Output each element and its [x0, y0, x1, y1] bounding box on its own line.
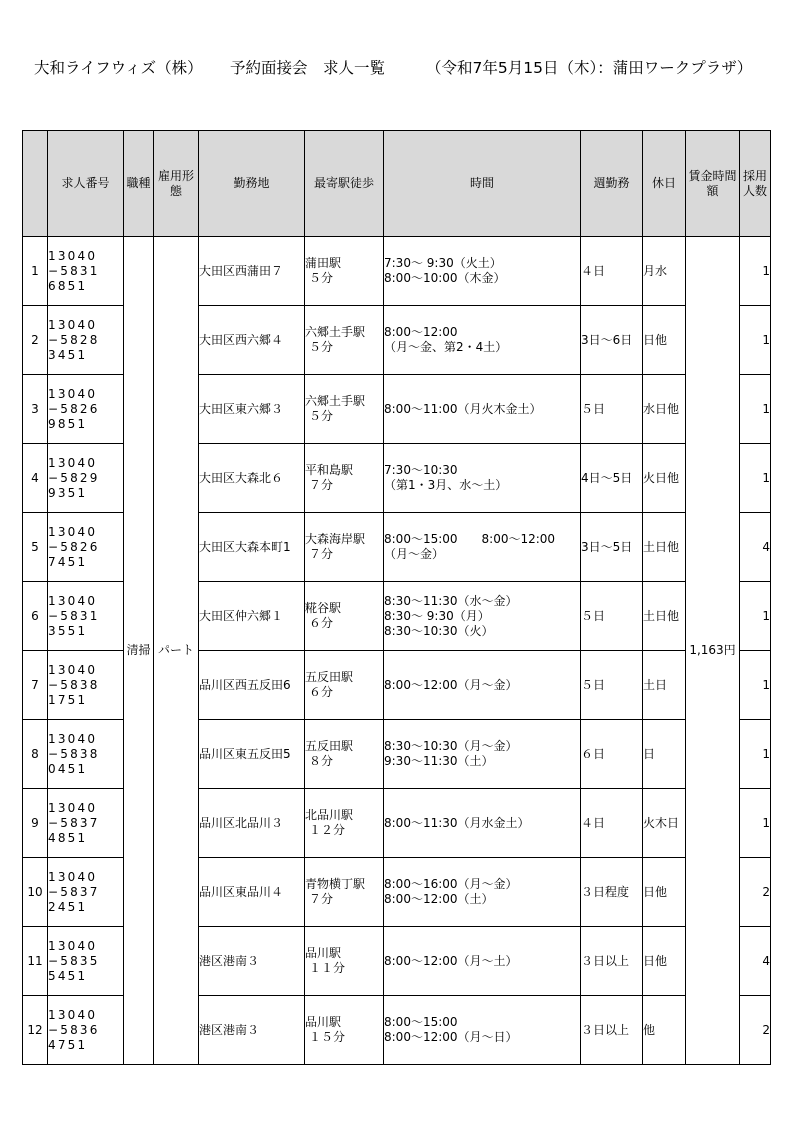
page-title: [0, 56, 794, 82]
row-number: [23, 789, 48, 858]
days-per-week-text: ３日以上: [581, 953, 630, 968]
row-number: [23, 927, 48, 996]
job-number: [48, 375, 124, 444]
station-name: 糀谷駅: [305, 601, 342, 615]
work-hours-text: 8:00～11:00（月火木金土）: [384, 401, 542, 416]
header-station: 最寄駅徒歩: [305, 131, 384, 237]
company-name: 大和ライフウィズ（株）: [34, 59, 203, 77]
location: [199, 789, 305, 858]
row-number-text: 8: [31, 746, 39, 761]
work-hours: [384, 306, 581, 375]
work-hours-text: 8:00～15:00 8:00～12:00 （月～金）: [384, 532, 556, 561]
work-hours: [384, 375, 581, 444]
station: [305, 720, 384, 789]
days-per-week: [581, 720, 643, 789]
walk-time: ８分: [309, 754, 334, 768]
walk-time: ５分: [309, 409, 334, 423]
job-number-text: 13040 −5831 3551: [48, 593, 100, 638]
job-number: [48, 444, 124, 513]
days-per-week: [581, 651, 643, 720]
walk-time: ５分: [309, 340, 334, 354]
header-hourly-wage: 賃金時間額: [686, 131, 740, 237]
row-number-text: 7: [31, 677, 39, 692]
job-number-text: 13040 −5838 0451: [48, 731, 100, 776]
location: [199, 858, 305, 927]
row-number: [23, 996, 48, 1065]
job-number-text: 13040 −5837 2451: [48, 869, 100, 914]
location-text: 港区港南３: [199, 953, 260, 968]
work-hours-text: 8:30～10:30（月～金） 9:30～11:30（土）: [384, 739, 518, 768]
job-number: [48, 582, 124, 651]
header-no: [23, 131, 48, 237]
holidays-text: 月水: [643, 263, 668, 278]
job-number-text: 13040 −5828 3451: [48, 317, 100, 362]
location: [199, 720, 305, 789]
job-number: [48, 858, 124, 927]
job-number-text: 13040 −5838 1751: [48, 662, 100, 707]
hires: [740, 858, 771, 927]
location-text: 大田区西六郷４: [199, 332, 284, 347]
location-text: 大田区仲六郷１: [199, 608, 284, 623]
days-per-week: [581, 858, 643, 927]
location: [199, 375, 305, 444]
job-number-text: 13040 −5826 9851: [48, 386, 100, 431]
station: [305, 651, 384, 720]
job-number-text: 13040 −5829 9351: [48, 455, 100, 500]
location: [199, 651, 305, 720]
location: [199, 444, 305, 513]
walk-time: ５分: [309, 271, 334, 285]
holidays: [643, 444, 686, 513]
days-per-week: [581, 444, 643, 513]
station: [305, 996, 384, 1065]
location-text: 港区港南３: [199, 1022, 260, 1037]
hires-text: 4: [762, 539, 770, 554]
location: [199, 306, 305, 375]
employment-type-text: パート: [157, 643, 194, 657]
hires: [740, 375, 771, 444]
station: [305, 858, 384, 927]
work-hours-text: 8:00～12:00 （月～金、第2・4土）: [384, 325, 508, 354]
location: [199, 582, 305, 651]
holidays: [643, 720, 686, 789]
hires: [740, 513, 771, 582]
days-per-week-text: 3日～5日: [581, 539, 633, 554]
event-name: 予約面接会 求人一覧: [230, 59, 386, 77]
days-per-week: [581, 375, 643, 444]
work-hours-text: 8:00～16:00（月～金） 8:00～12:00（土）: [384, 877, 518, 906]
station-name: 大森海岸駅: [305, 532, 366, 546]
holidays: [643, 513, 686, 582]
station-name: 五反田駅: [305, 670, 354, 684]
holidays: [643, 306, 686, 375]
location-text: 品川区東五反田5: [199, 746, 291, 761]
days-per-week-text: ３日程度: [581, 884, 630, 899]
location-text: 大田区大森本町1: [199, 539, 291, 554]
work-hours: [384, 237, 581, 306]
hires: [740, 720, 771, 789]
hires-text: 1: [762, 815, 770, 830]
job-number: [48, 720, 124, 789]
row-number-text: 2: [31, 332, 39, 347]
work-hours: [384, 651, 581, 720]
holidays-text: 日他: [643, 332, 668, 347]
days-per-week: [581, 237, 643, 306]
location-text: 大田区東六郷３: [199, 401, 284, 416]
location-text: 品川区北品川３: [199, 815, 284, 830]
walk-time: ６分: [309, 685, 334, 699]
row-number-text: 4: [31, 470, 39, 485]
hires: [740, 789, 771, 858]
row-number: [23, 237, 48, 306]
days-per-week: [581, 996, 643, 1065]
days-per-week-text: ４日: [581, 263, 606, 278]
work-hours: [384, 444, 581, 513]
header-employment-type: 雇用形態: [154, 131, 199, 237]
hires-text: 2: [762, 1022, 770, 1037]
job-number-text: 13040 −5836 4751: [48, 1007, 100, 1052]
station: [305, 582, 384, 651]
row-number-text: 5: [31, 539, 39, 554]
hires-text: 2: [762, 884, 770, 899]
location: [199, 927, 305, 996]
row-number: [23, 651, 48, 720]
location: [199, 996, 305, 1065]
job-number-text: 13040 −5826 7451: [48, 524, 100, 569]
hires-text: 4: [762, 953, 770, 968]
row-number-text: 9: [31, 815, 39, 830]
station-name: 蒲田駅: [305, 256, 342, 270]
station: [305, 375, 384, 444]
days-per-week-text: 3日～6日: [581, 332, 633, 347]
walk-time: ７分: [309, 547, 334, 561]
job-number-text: 13040 −5831 6851: [48, 248, 100, 293]
holidays: [643, 996, 686, 1065]
holidays-text: 火日他: [643, 470, 680, 485]
header-holidays: 休日: [643, 131, 686, 237]
days-per-week: [581, 306, 643, 375]
work-hours: [384, 582, 581, 651]
hires: [740, 306, 771, 375]
work-hours: [384, 720, 581, 789]
days-per-week-text: ３日以上: [581, 1022, 630, 1037]
station-name: 青物横丁駅: [305, 877, 366, 891]
occupation-text: 清掃: [126, 643, 151, 657]
hires-text: 1: [762, 746, 770, 761]
holidays-text: 土日他: [643, 539, 680, 554]
header-occupation: 職種: [124, 131, 154, 237]
job-listing-table: [22, 130, 771, 1065]
holidays-text: 日他: [643, 953, 668, 968]
hires-text: 1: [762, 332, 770, 347]
hourly-wage: [686, 237, 740, 1065]
hourly-wage-text: 1,163円: [689, 643, 736, 657]
location-text: 品川区東品川４: [199, 884, 284, 899]
hires-text: 1: [762, 263, 770, 278]
holidays-text: 火木日: [643, 815, 680, 830]
row-number: [23, 513, 48, 582]
days-per-week: [581, 513, 643, 582]
row-number-text: 6: [31, 608, 39, 623]
work-hours-text: 8:30～11:30（水～金） 8:30～ 9:30（月） 8:30～10:30（火）: [384, 593, 518, 638]
job-number: [48, 651, 124, 720]
location-text: 大田区西蒲田７: [199, 263, 284, 278]
work-hours-text: 7:30～ 9:30（火土） 8:00～10:00（木金）: [384, 256, 506, 285]
hires-text: 1: [762, 401, 770, 416]
station-name: 六郷土手駅: [305, 325, 366, 339]
holidays-text: 水日他: [643, 401, 680, 416]
days-per-week: [581, 789, 643, 858]
job-number: [48, 306, 124, 375]
location-text: 大田区大森北６: [199, 470, 284, 485]
days-per-week-text: ５日: [581, 401, 606, 416]
location: [199, 237, 305, 306]
header-hours: 時間: [384, 131, 581, 237]
walk-time: ７分: [309, 478, 334, 492]
walk-time: ６分: [309, 616, 334, 630]
hires-text: 1: [762, 608, 770, 623]
work-hours: [384, 789, 581, 858]
holidays-text: 土日: [643, 677, 668, 692]
work-hours-text: 8:00～11:30（月水金土）: [384, 815, 530, 830]
location: [199, 513, 305, 582]
location-text: 品川区西五反田6: [199, 677, 291, 692]
days-per-week-text: 4日～5日: [581, 470, 633, 485]
header-job-number: 求人番号: [48, 131, 124, 237]
hires: [740, 444, 771, 513]
walk-time: １５分: [309, 1030, 346, 1044]
station-name: 品川駅: [305, 946, 342, 960]
job-number: [48, 789, 124, 858]
work-hours-text: 7:30～10:30 （第1・3月、水～土）: [384, 463, 508, 492]
hires-text: 1: [762, 677, 770, 692]
station-name: 五反田駅: [305, 739, 354, 753]
event-date-place: （令和7年5月15日（木）：蒲田ワークプラザ）: [426, 59, 753, 77]
job-number: [48, 996, 124, 1065]
row-number: [23, 720, 48, 789]
holidays: [643, 858, 686, 927]
walk-time: １２分: [309, 823, 346, 837]
hires: [740, 651, 771, 720]
work-hours: [384, 996, 581, 1065]
station: [305, 513, 384, 582]
row-number: [23, 582, 48, 651]
station-name: 北品川駅: [305, 808, 354, 822]
work-hours-text: 8:00～15:00 8:00～12:00（月～日）: [384, 1015, 518, 1044]
station: [305, 927, 384, 996]
header-row: [23, 131, 771, 237]
station: [305, 237, 384, 306]
holidays-text: 土日他: [643, 608, 680, 623]
work-hours: [384, 858, 581, 927]
walk-time: ７分: [309, 892, 334, 906]
days-per-week-text: ４日: [581, 815, 606, 830]
work-hours: [384, 927, 581, 996]
row-number-text: 12: [27, 1022, 43, 1037]
hires: [740, 927, 771, 996]
work-hours-text: 8:00～12:00（月～土）: [384, 953, 518, 968]
station-name: 六郷土手駅: [305, 394, 366, 408]
row-number-text: 3: [31, 401, 39, 416]
row-number-text: 11: [27, 953, 43, 968]
job-number-text: 13040 −5837 4851: [48, 800, 100, 845]
holidays: [643, 789, 686, 858]
days-per-week: [581, 927, 643, 996]
job-number: [48, 927, 124, 996]
hires-text: 1: [762, 470, 770, 485]
row-number: [23, 375, 48, 444]
days-per-week-text: ５日: [581, 677, 606, 692]
walk-time: １１分: [309, 961, 346, 975]
employment-type: [154, 237, 199, 1065]
table-row: [23, 237, 771, 306]
job-number: [48, 513, 124, 582]
holidays-text: 日他: [643, 884, 668, 899]
holidays: [643, 651, 686, 720]
station: [305, 444, 384, 513]
hires: [740, 582, 771, 651]
row-number: [23, 444, 48, 513]
hires: [740, 996, 771, 1065]
days-per-week-text: ５日: [581, 608, 606, 623]
station: [305, 789, 384, 858]
holidays-text: 日: [643, 746, 656, 761]
holidays: [643, 375, 686, 444]
header-location: 勤務地: [199, 131, 305, 237]
hires: [740, 237, 771, 306]
holidays-text: 他: [643, 1022, 656, 1037]
station-name: 平和島駅: [305, 463, 354, 477]
row-number: [23, 306, 48, 375]
work-hours-text: 8:00～12:00（月～金）: [384, 677, 518, 692]
job-number: [48, 237, 124, 306]
row-number-text: 1: [31, 263, 39, 278]
row-number: [23, 858, 48, 927]
header-hires: 採用人数: [740, 131, 771, 237]
holidays: [643, 237, 686, 306]
days-per-week-text: ６日: [581, 746, 606, 761]
work-hours: [384, 513, 581, 582]
row-number-text: 10: [27, 884, 43, 899]
header-days: 週勤務: [581, 131, 643, 237]
occupation: [124, 237, 154, 1065]
holidays: [643, 927, 686, 996]
days-per-week: [581, 582, 643, 651]
station-name: 品川駅: [305, 1015, 342, 1029]
job-number-text: 13040 −5835 5451: [48, 938, 100, 983]
station: [305, 306, 384, 375]
holidays: [643, 582, 686, 651]
